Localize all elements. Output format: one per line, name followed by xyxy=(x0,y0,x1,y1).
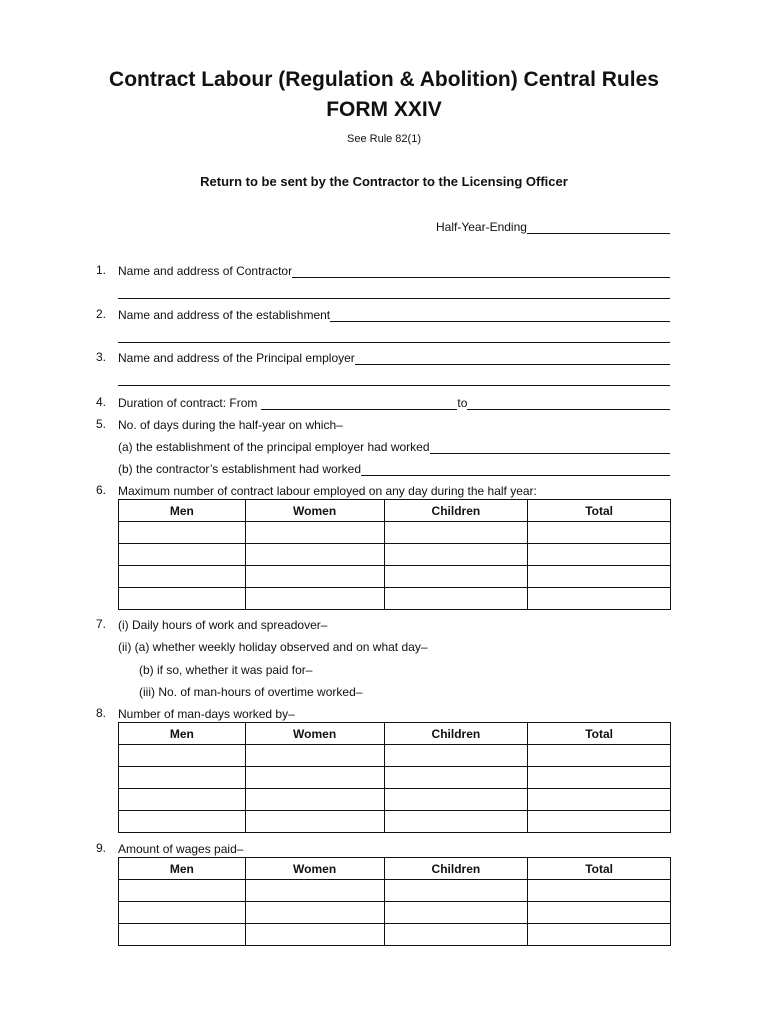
table-row xyxy=(119,566,671,588)
form-subtitle: Return to be sent by the Contractor to the Licensing Officer xyxy=(200,174,568,189)
table-cell[interactable] xyxy=(245,745,384,767)
header-total: Total xyxy=(528,858,671,880)
table-cell[interactable] xyxy=(119,924,246,946)
establishment-field[interactable] xyxy=(330,309,670,322)
table-cell[interactable] xyxy=(528,522,671,544)
table-cell[interactable] xyxy=(384,767,528,789)
table-cell[interactable] xyxy=(384,544,528,566)
principal-employer-label: Name and address of the Principal employer xyxy=(118,351,355,365)
table-row xyxy=(119,880,671,902)
table-row xyxy=(119,745,671,767)
half-year-ending-label: Half-Year-Ending xyxy=(436,220,527,234)
table-cell[interactable] xyxy=(245,789,384,811)
table-cell[interactable] xyxy=(384,566,528,588)
table-cell[interactable] xyxy=(384,588,528,610)
table-cell[interactable] xyxy=(245,588,384,610)
header-men: Men xyxy=(119,723,246,745)
duration-from-label: Duration of contract: From xyxy=(118,396,258,410)
form-number: FORM XXIV xyxy=(326,98,442,121)
half-year-ending-field[interactable] xyxy=(527,221,670,234)
table-cell[interactable] xyxy=(384,522,528,544)
table-cell[interactable] xyxy=(384,880,528,902)
days-worked-row xyxy=(118,416,670,432)
duration-row xyxy=(118,394,670,410)
table-cell[interactable] xyxy=(119,544,246,566)
table-cell[interactable] xyxy=(245,767,384,789)
table-cell[interactable] xyxy=(245,566,384,588)
principal-employer-field[interactable] xyxy=(355,352,670,365)
wages-row xyxy=(118,840,670,856)
wages-table xyxy=(118,857,671,946)
table-cell[interactable] xyxy=(119,745,246,767)
item-number: 2. xyxy=(96,307,107,321)
contractor-row xyxy=(118,262,670,278)
contractor-label: Name and address of Contractor xyxy=(118,264,293,278)
table-cell[interactable] xyxy=(119,588,246,610)
table-cell[interactable] xyxy=(384,789,528,811)
contractor-field[interactable] xyxy=(292,265,670,278)
table-cell[interactable] xyxy=(119,880,246,902)
contractor-field-line2[interactable] xyxy=(118,286,670,299)
max-labour-table xyxy=(118,499,671,610)
table-cell[interactable] xyxy=(528,789,671,811)
table-cell[interactable] xyxy=(528,588,671,610)
item-number: 1. xyxy=(96,263,107,277)
table-row xyxy=(119,588,671,610)
establishment-field-line2[interactable] xyxy=(118,330,670,343)
man-days-table xyxy=(118,722,671,833)
principal-employer-row xyxy=(118,349,670,365)
header-children: Children xyxy=(384,858,528,880)
table-cell[interactable] xyxy=(245,924,384,946)
establishment-row xyxy=(118,306,670,322)
table-cell[interactable] xyxy=(119,789,246,811)
man-days-label: Number of man-days worked by– xyxy=(118,707,295,721)
table-header-row xyxy=(119,500,671,522)
table-row xyxy=(119,902,671,924)
rule-reference: See Rule 82(1) xyxy=(347,133,421,145)
header-women: Women xyxy=(245,723,384,745)
header-total: Total xyxy=(528,723,671,745)
table-cell[interactable] xyxy=(528,811,671,833)
table-cell[interactable] xyxy=(245,880,384,902)
header-children: Children xyxy=(384,500,528,522)
table-cell[interactable] xyxy=(384,924,528,946)
table-row xyxy=(119,789,671,811)
man-days-row xyxy=(118,705,670,721)
table-cell[interactable] xyxy=(384,745,528,767)
holiday-paid-row xyxy=(139,661,670,677)
days-contractor-row xyxy=(118,460,670,476)
header-men: Men xyxy=(119,858,246,880)
item-number: 3. xyxy=(96,350,107,364)
header-men: Men xyxy=(119,500,246,522)
days-principal-label: (a) the establishment of the principal employer had worked xyxy=(118,440,430,454)
holiday-paid-label: (b) if so, whether it was paid for– xyxy=(139,663,313,677)
table-cell[interactable] xyxy=(384,902,528,924)
table-header-row xyxy=(119,858,671,880)
item-number: 9. xyxy=(96,841,107,855)
item-number: 6. xyxy=(96,483,107,497)
wages-label: Amount of wages paid– xyxy=(118,842,244,856)
table-cell[interactable] xyxy=(119,767,246,789)
weekly-holiday-row xyxy=(118,638,670,654)
table-row xyxy=(119,544,671,566)
table-cell[interactable] xyxy=(119,566,246,588)
table-cell[interactable] xyxy=(528,544,671,566)
principal-employer-field-line2[interactable] xyxy=(118,373,670,386)
table-cell[interactable] xyxy=(528,924,671,946)
daily-hours-row xyxy=(118,616,670,632)
item-number: 8. xyxy=(96,706,107,720)
duration-from-field[interactable] xyxy=(261,397,457,410)
table-row xyxy=(119,522,671,544)
table-header-row xyxy=(119,723,671,745)
form-title: Contract Labour (Regulation & Abolition) Central Rules xyxy=(109,68,659,91)
overtime-label: (iii) No. of man-hours of overtime worked– xyxy=(139,685,363,699)
table-cell[interactable] xyxy=(384,811,528,833)
max-labour-row xyxy=(118,482,670,498)
table-cell[interactable] xyxy=(528,745,671,767)
days-principal-field[interactable] xyxy=(430,441,671,454)
establishment-label: Name and address of the establishment xyxy=(118,308,331,322)
header-women: Women xyxy=(245,858,384,880)
item-number: 5. xyxy=(96,417,107,431)
max-labour-label: Maximum number of contract labour employed on any day during the half year: xyxy=(118,484,537,498)
header-children: Children xyxy=(384,723,528,745)
table-row xyxy=(119,924,671,946)
header-women: Women xyxy=(245,500,384,522)
days-contractor-label: (b) the contractor’s establishment had worked xyxy=(118,462,362,476)
duration-to-field[interactable] xyxy=(467,397,670,410)
table-cell[interactable] xyxy=(245,544,384,566)
item-number: 7. xyxy=(96,617,107,631)
table-cell[interactable] xyxy=(245,522,384,544)
days-worked-label: No. of days during the half-year on which– xyxy=(118,418,343,432)
table-cell[interactable] xyxy=(119,902,246,924)
overtime-row xyxy=(139,683,670,699)
header-total: Total xyxy=(528,500,671,522)
table-row xyxy=(119,767,671,789)
table-cell[interactable] xyxy=(528,767,671,789)
table-cell[interactable] xyxy=(528,566,671,588)
weekly-holiday-label: (ii) (a) whether weekly holiday observed and on what day– xyxy=(118,640,428,654)
item-number: 4. xyxy=(96,395,107,409)
table-cell[interactable] xyxy=(528,880,671,902)
days-contractor-field[interactable] xyxy=(361,463,670,476)
table-cell[interactable] xyxy=(245,902,384,924)
table-row xyxy=(119,811,671,833)
table-cell[interactable] xyxy=(119,522,246,544)
table-cell[interactable] xyxy=(119,811,246,833)
table-cell[interactable] xyxy=(528,902,671,924)
days-principal-row xyxy=(118,438,670,454)
daily-hours-label: (i) Daily hours of work and spreadover– xyxy=(118,618,328,632)
duration-to-label: to xyxy=(457,396,468,410)
table-cell[interactable] xyxy=(245,811,384,833)
half-year-ending-row xyxy=(436,218,670,234)
